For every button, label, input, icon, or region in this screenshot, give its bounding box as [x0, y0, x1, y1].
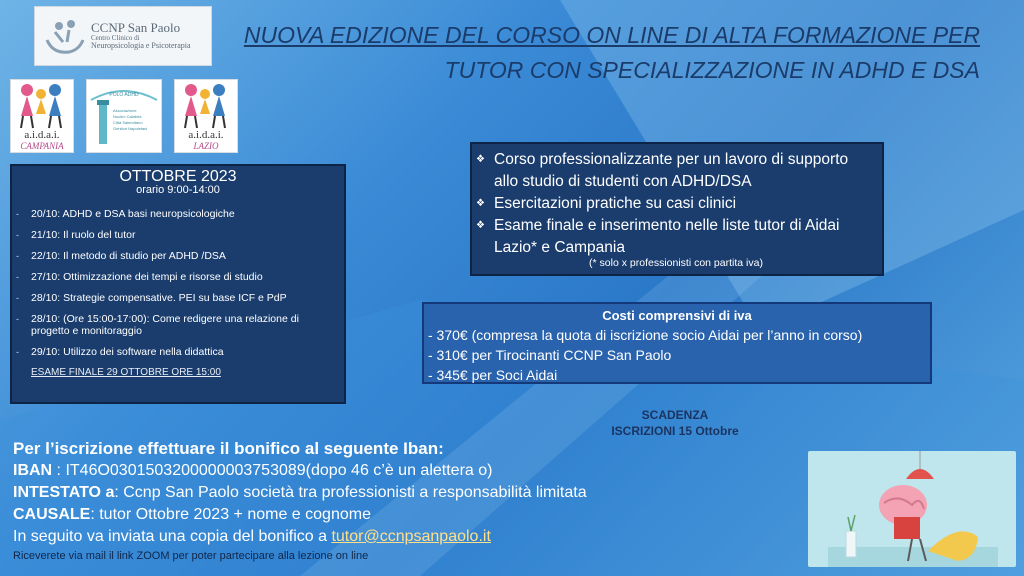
schedule-item	[16, 313, 338, 337]
holder-label: INTESTATO a	[13, 484, 115, 501]
schedule-item	[16, 271, 338, 283]
aidai-children-icon	[11, 80, 73, 152]
schedule-item	[16, 292, 338, 304]
reason-value: : tutor Ottobre 2023 + nome e cognome	[90, 506, 371, 523]
aidai-lazio-text: a.i.d.a.i.	[188, 129, 224, 141]
page-title	[240, 18, 980, 88]
schedule-item	[16, 208, 338, 220]
costs-box	[422, 302, 932, 384]
holder-line	[13, 482, 587, 504]
schedule-item-text: 21/10: Il ruolo del tutor	[31, 229, 136, 241]
aidai-children-icon	[175, 80, 237, 152]
polo-adhd-line-4: Genitori Napoletani	[113, 126, 148, 131]
reason-line	[13, 504, 587, 526]
deadline-line-1: SCADENZA	[641, 408, 709, 422]
payment-info	[13, 438, 587, 564]
diamond-bullet-icon: ❖	[476, 198, 485, 209]
reason-label: CAUSALE	[13, 506, 91, 523]
polo-adhd-line-3: Città Salernitano	[113, 120, 143, 125]
bullet-icon: ‐	[16, 251, 19, 261]
deadline-line-2: ISCRIZIONI 15 Ottobre	[611, 424, 739, 438]
bullet-icon: ‐	[16, 347, 19, 357]
schedule-list	[12, 208, 344, 358]
logo-line2: Centro Clinico di	[91, 33, 140, 42]
cost-row: - 345€ per Soci Aidai	[428, 367, 558, 383]
polo-adhd-line-1: Associazione	[113, 108, 137, 113]
title-line-1: NUOVA EDIZIONE DEL CORSO ON LINE DI ALTA FORMAZIONE PER	[243, 22, 980, 48]
feature-text: Corso professionalizzante per un lavoro di supporto allo studio di studenti con ADHD/DSA	[494, 151, 849, 190]
schedule-box	[10, 164, 346, 404]
ccnp-logo	[34, 6, 212, 66]
schedule-item-text: 28/10: Strategie compensative. PEI su base ICF e PdP	[31, 292, 287, 304]
lighthouse-icon	[87, 80, 161, 152]
diamond-bullet-icon: ❖	[476, 154, 485, 165]
cost-row: - 370€ (compresa la quota di iscrizione socio Aidai per l’anno in corso)	[428, 327, 863, 343]
schedule-item	[16, 229, 338, 241]
schedule-item-text: 27/10: Ottimizzazione dei tempi e risorse di studio	[31, 271, 263, 283]
final-exam: ESAME FINALE 29 OTTOBRE ORE 15:00	[31, 367, 221, 378]
cost-row: - 310€ per Tirocinanti CCNP San Paolo	[428, 347, 672, 363]
polo-adhd-line-2: Nucleo Calabria	[113, 114, 142, 119]
schedule-hours: orario 9:00-14:00	[136, 184, 220, 196]
iban-line	[13, 460, 587, 482]
bullet-icon: ‐	[16, 209, 19, 219]
features-note: (* solo x professionisti con partita iva)	[589, 257, 763, 269]
feature-text: Esame finale e inserimento nelle liste tutor di Aidai Lazio* e Campania	[494, 217, 840, 256]
bullet-icon: ‐	[16, 272, 19, 282]
iban-value: : IT46O0301503200000003753089(dopo 46 c’è un alettera o)	[52, 462, 493, 479]
send-line	[13, 526, 587, 548]
logo-name: CCNP San Paolo	[91, 20, 181, 36]
email-link[interactable]: tutor@ccnpsanpaolo.it	[331, 528, 491, 545]
registration-deadline	[560, 407, 790, 439]
schedule-item-text: 28/10: (Ore 15:00-17:00): Come redigere una relazione di progetto e monitoraggio	[31, 313, 299, 337]
ccnp-logo-icon	[39, 10, 91, 62]
aidai-lazio-region: LAZIO	[193, 141, 219, 151]
polo-adhd-title: POLO ADHD	[109, 92, 139, 98]
send-text: In seguito va inviata una copia del bonifico a	[13, 528, 332, 545]
schedule-item	[16, 346, 338, 358]
bullet-icon: ‐	[16, 314, 19, 324]
iban-label: IBAN	[13, 462, 53, 479]
title-line-2: TUTOR CON SPECIALIZZAZIONE IN ADHD E DSA	[444, 57, 980, 83]
schedule-item-text: 22/10: Il metodo di studio per ADHD /DSA	[31, 250, 226, 262]
diamond-bullet-icon: ❖	[476, 220, 485, 231]
schedule-item-text: 20/10: ADHD e DSA basi neuropsicologiche	[31, 208, 235, 220]
bullet-icon: ‐	[16, 293, 19, 303]
schedule-item-text: 29/10: Utilizzo dei software nella didattica	[31, 346, 224, 358]
polo-adhd-logo	[86, 79, 162, 153]
feature-item	[476, 215, 876, 259]
schedule-item	[16, 250, 338, 262]
feature-item	[476, 149, 876, 193]
payment-heading: Per l’iscrizione effettuare il bonifico al seguente Iban:	[13, 439, 444, 458]
brain-reading-icon	[808, 451, 1016, 567]
features-box	[470, 142, 884, 276]
zoom-note: Riceverete via mail il link ZOOM per poter partecipare alla lezione on line	[13, 550, 369, 562]
aidai-campania-logo	[10, 79, 74, 153]
aidai-campania-text: a.i.d.a.i.	[24, 129, 60, 141]
feature-item	[476, 193, 876, 215]
brain-reading-illustration	[808, 451, 1016, 567]
schedule-month: OTTOBRE 2023	[119, 168, 237, 185]
aidai-campania-region: CAMPANIA	[20, 141, 64, 151]
bullet-icon: ‐	[16, 230, 19, 240]
feature-text: Esercitazioni pratiche su casi clinici	[494, 195, 737, 212]
holder-value: : Ccnp San Paolo società tra professionisti a responsabilità limitata	[114, 484, 587, 501]
logo-line3: Neuropsicologia e Psicoterapia	[91, 41, 191, 51]
costs-heading: Costi comprensivi di iva	[602, 308, 752, 323]
aidai-lazio-logo	[174, 79, 238, 153]
